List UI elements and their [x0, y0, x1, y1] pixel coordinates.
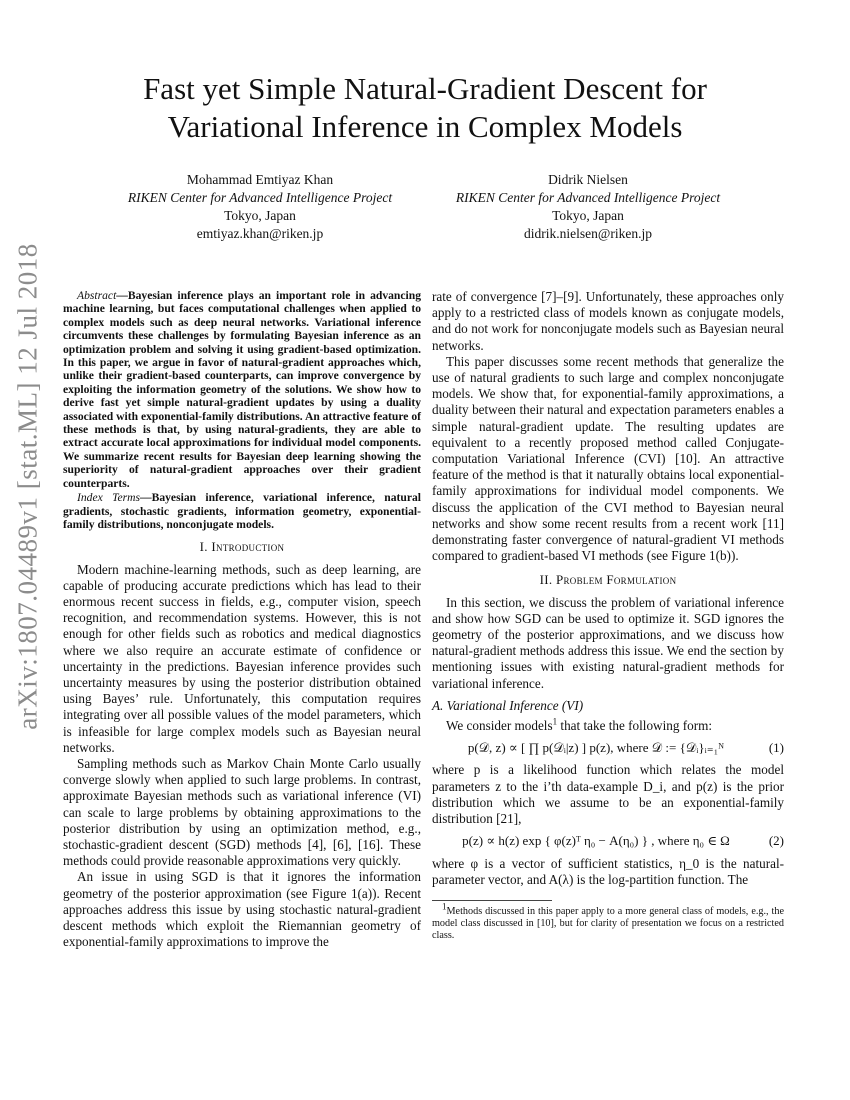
author-location: Tokyo, Japan	[552, 208, 624, 223]
author-block-1	[120, 171, 400, 243]
body-paragraph: In this section, we discuss the problem of variational inference and show how SGD can be used to optimize it. SGD ignores the geometry of the posterior approximations, and we discuss how natural-gradient methods address this issue. We end the section by mentioning issues with existing natural-gradient methods for variational inference.	[432, 594, 784, 691]
abstract-lead: Abstract	[77, 289, 117, 302]
body-paragraph: We consider models$^1$ that take the following form:	[446, 716, 713, 734]
section-heading-introduction: I. Introduction	[199, 539, 285, 555]
author-email[interactable]: emtiyaz.khan@riken.jp	[196, 226, 324, 241]
paper-title	[62, 70, 788, 146]
author-block-2	[448, 171, 728, 243]
body-paragraph: where p is a likelihood function which relates the model parameters z to the i’th data-example D_i, and p(z) is the prior distribution which we assume to be an exponential-family distribution [21],	[432, 762, 784, 827]
equation-2-body: p(z) ∝ h(z) exp { φ(z)ᵀ η₀ − A(η₀) } , where η₀ ∈ Ω	[462, 833, 730, 849]
author-location: Tokyo, Japan	[224, 208, 296, 223]
left-column	[63, 289, 421, 950]
footnote-marker[interactable]: 1	[552, 716, 558, 727]
intro-paragraph: An issue in using SGD is that it ignores the information geometry of the posterior approximation (see Figure 1(a)). Recent approaches address this issue by using stochastic natural-gradient descent methods which exploit the Riemannian geometry of exponential-family approximations to improve the	[63, 869, 421, 950]
body-paragraph: rate of convergence [7]–[9]. Unfortunately, these approaches only apply to a restricted class of models known as conjugate models, and do not work for nonconjugate models such as Bayesian neural networks.	[432, 289, 784, 353]
body-paragraph: This paper discusses some recent methods that generalize the use of natural gradients to such large and complex nonconjugate models. We show that, for exponential-family approximations, a duality between their natural and expectation parameters enables a simple natural-gradient update. The resulting updates are equivalent to a recently proposed method called Conjugate-computation Variational Inference (CVI) [10]. An attractive feature of the method is that it naturally obtains local exponential-family approximations for individual model components. We discuss the application of the CVI method to Bayesian neural networks and show some recent results from a recent work [11] demonstrating faster convergence of natural-gradient VI methods compared to gradient-based VI methods (see Figure 1(b)).	[432, 353, 784, 564]
equation-2	[432, 833, 784, 849]
footnote-divider	[432, 900, 552, 901]
intro-paragraph: Sampling methods such as Markov Chain Monte Carlo usually converge slowly when applied to such large problems. In contrast, approximate Bayesian methods such as variational inference (VI) can scale to large problems by obtaining approximations to the posterior distribution by using an optimization method, e.g., stochastic-gradient descent (SGD) methods [4], [6], [16]. These methods could provide reasonable approximations very quickly.	[63, 755, 421, 869]
intro-paragraph: Modern machine-learning methods, such as deep learning, are capable of producing accurate predictions which has lead to their enormous recent success in fields, e.g., computer vision, speech recognition, and recommendation systems. However, this is not enough for other fields such as robotics and medical diagnostics where we also require an accurate estimate of confidence or uncertainty in the predictions. Bayesian inference provides such uncertainty measures by using the posterior distribution obtained using Bayes’ rule. Unfortunately, this computation requires integrating over all possible values of the model parameters, which is infeasible for large complex models such as Bayesian neural networks.	[63, 561, 421, 755]
body-paragraph: where φ is a vector of sufficient statistics, η_0 is the natural-parameter vector, and A(λ) is the log-partition function. The	[432, 855, 784, 887]
author-affiliation: RIKEN Center for Advanced Intelligence Project	[455, 190, 721, 205]
equation-1-number: (1)	[768, 740, 784, 756]
arxiv-stamp: arXiv:1807.04489v1 [stat.ML] 12 Jul 2018	[12, 242, 43, 730]
footnote: $^1$Methods discussed in this paper apply to a more general class of models, e.g., the model class discussed in [10], but for clarity of presentation we focus on a restricted class.	[432, 901, 784, 941]
title-line-1: Fast yet Simple Natural-Gradient Descent for	[143, 71, 707, 106]
equation-1	[432, 740, 784, 756]
abstract	[63, 289, 421, 490]
equation-2-number: (2)	[768, 833, 784, 849]
subsection-heading: A. Variational Inference (VI)	[432, 697, 584, 713]
author-affiliation: RIKEN Center for Advanced Intelligence Project	[127, 190, 393, 205]
author-name: Mohammad Emtiyaz Khan	[186, 172, 334, 187]
author-email[interactable]: didrik.nielsen@riken.jp	[524, 226, 652, 241]
index-terms	[63, 491, 421, 531]
index-terms-lead: Index Terms	[77, 491, 141, 505]
right-column	[432, 289, 784, 942]
index-terms-text: —Bayesian inference, variational inference, natural gradients, stochastic gradients, information geometry, exponential-family distributions, nonconjugate models.	[63, 491, 422, 531]
title-line-2: Variational Inference in Complex Models	[167, 109, 683, 144]
abstract-text: —Bayesian inference plays an important role in advancing machine learning, but faces computational challenges when applied to complex models such as deep neural networks. Variational inference circumvents these challenges by formulating Bayesian inference as an optimization problem and solving it using gradient-based optimization. In this paper, we argue in favor of natural-gradient approaches which, unlike their gradient-based counterparts, can improve convergence by exploiting the information geometry of the solutions. We show how to derive fast yet simple natural-gradient updates by using a duality associated with exponential-family distributions. An attractive feature of these methods is that, by using natural-gradients, they are able to extract accurate local approximations for individual model components. We summarize recent results for Bayesian deep learning showing the superiority of natural-gradient approaches over their gradient counterparts.	[63, 289, 421, 490]
author-name: Didrik Nielsen	[548, 172, 628, 187]
equation-1-body: p(𝒟, z) ∝ [ ∏ p(𝒟ᵢ|z) ] p(z), where 𝒟 := {𝒟ᵢ}ᵢ₌₁ᴺ	[467, 740, 725, 756]
section-heading-problem-formulation: II. Problem Formulation	[539, 572, 677, 588]
